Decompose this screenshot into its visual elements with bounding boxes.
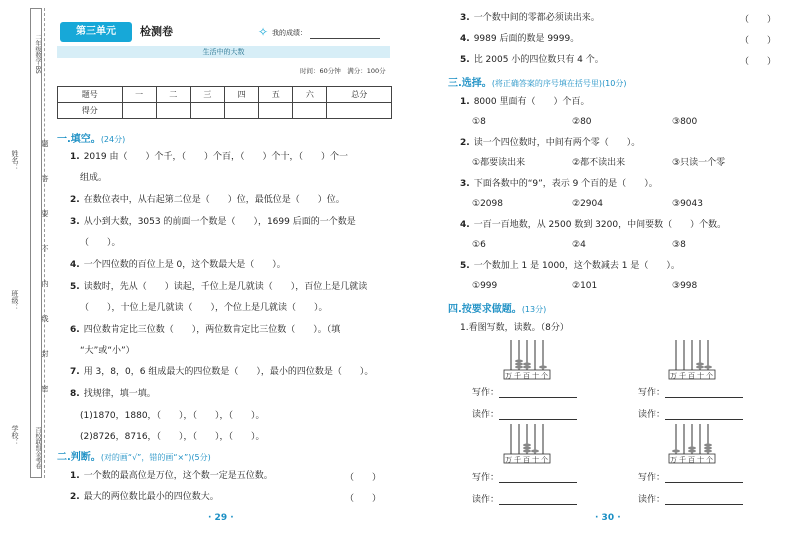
score-header: 二	[156, 87, 190, 103]
fill-question	[70, 194, 345, 206]
q-num: 2.	[460, 138, 470, 148]
q-text: 一个数加上 1 是 1000，这个数减去 1 是（ ）。	[473, 261, 680, 271]
score-cell[interactable]	[156, 103, 190, 119]
right-page	[400, 0, 800, 535]
abacus-place-labels: 万千百十个	[505, 372, 550, 380]
fill-question	[70, 151, 348, 163]
choice-option[interactable]: ①都要读出来	[472, 158, 526, 168]
q-num: 5.	[460, 55, 470, 65]
judge-question	[460, 33, 579, 45]
seal-char: 封	[41, 350, 49, 357]
q-num: 8.	[70, 389, 80, 399]
fill-question-cont	[80, 410, 265, 422]
read-answer-line[interactable]	[499, 410, 577, 420]
q-num: 2.	[70, 492, 80, 502]
section-2-title: 二.判断。	[57, 452, 101, 463]
score-header: 六	[293, 87, 327, 103]
score-header: 总分	[327, 87, 392, 103]
q-num: 5.	[460, 261, 470, 271]
fill-question-cont	[80, 431, 265, 443]
choice-option[interactable]: ②都不读出来	[572, 158, 626, 168]
choice-option[interactable]: ②101	[572, 281, 598, 291]
write-answer-line[interactable]	[665, 388, 743, 398]
seal-char: 要	[41, 210, 49, 217]
q-text: 下面各数中的“9”，表示 9 个百的是（ ）。	[473, 179, 658, 189]
write-answer-line[interactable]	[499, 388, 577, 398]
fill-question	[70, 281, 367, 293]
fill-question	[70, 259, 286, 271]
choice-option[interactable]: ①999	[472, 281, 498, 291]
q-text: 2019 由（ ）个千，（ ）个百，（ ）个十，（ ）个一	[83, 152, 348, 162]
write-label: 写作：	[638, 388, 666, 398]
score-cell[interactable]	[190, 103, 224, 119]
section-3-heading	[448, 74, 626, 89]
page-number-left: · 29 ·	[208, 513, 234, 523]
score-header: 四	[224, 87, 258, 103]
read-label: 读作：	[638, 410, 666, 420]
time-info: 时间：60分钟 满分：100分	[300, 67, 386, 75]
judge-question	[460, 12, 600, 24]
read-row	[472, 407, 577, 420]
q-text: 四位数肯定比三位数（ ），两位数肯定比三位数（ ）。（填	[83, 325, 341, 335]
answer-paren[interactable]: （ ）	[740, 15, 777, 25]
q-num: 4.	[460, 220, 470, 230]
fill-question	[70, 324, 340, 336]
choice-question	[460, 137, 640, 149]
read-answer-line[interactable]	[665, 410, 743, 420]
score-cell[interactable]	[259, 103, 293, 119]
choice-question	[460, 260, 680, 272]
choice-option[interactable]: ②2904	[572, 199, 603, 209]
write-row	[472, 470, 577, 483]
section-1-heading	[57, 130, 125, 145]
read-label: 读作：	[638, 495, 666, 505]
answer-paren[interactable]: （ ）	[740, 36, 777, 46]
score-cell[interactable]	[293, 103, 327, 119]
q-num: 4.	[70, 260, 80, 270]
section-4-title: 四.按要求做题。	[448, 304, 522, 315]
q-num: 3.	[70, 217, 80, 227]
section-2-points: (5分)	[191, 453, 211, 462]
abacus-place-labels: 万千百十个	[670, 456, 715, 464]
q-text: 一个数中间的零都必须读出来。	[473, 13, 600, 23]
judge-question	[70, 491, 219, 503]
section-2-heading	[57, 448, 211, 463]
write-label: 写作：	[472, 388, 500, 398]
choice-option[interactable]: ①6	[472, 240, 486, 250]
judge-question	[460, 54, 604, 66]
q-num: 1.	[70, 471, 80, 481]
answer-paren[interactable]: （ ）	[740, 57, 777, 67]
q-text: 找规律，填一填。	[83, 389, 156, 399]
seal-char: 密	[41, 385, 49, 392]
choice-option[interactable]: ①2098	[472, 199, 503, 209]
q-text: 在数位表中，从右起第二位是（ ）位，最低位是（ ）位。	[83, 195, 345, 205]
seal-char: 题	[41, 140, 49, 147]
read-label: 读作：	[472, 495, 500, 505]
q4-1-text: 1.看图写数，读数。（8分）	[460, 323, 569, 333]
abacus-place-labels: 万千百十个	[670, 372, 715, 380]
score-label: 我的成绩：	[272, 29, 307, 37]
section-1-points: (24分)	[100, 135, 126, 144]
seal-char: 答	[41, 175, 49, 182]
q-text: 组成。	[80, 173, 108, 183]
q-num: 4.	[460, 34, 470, 44]
q-text: 读数时，先从（ ）读起，千位上是几就读（ ），百位上是几就读	[83, 282, 368, 292]
read-answer-line[interactable]	[665, 495, 743, 505]
school-label: 学校：	[11, 425, 19, 446]
q-text: 从小到大数，3053 的前面一个数是（ ），1699 后面的一个数是	[83, 217, 356, 227]
q-num: 1.	[460, 97, 470, 107]
choice-option[interactable]: ②80	[572, 117, 592, 127]
score-table	[57, 86, 392, 119]
choice-option[interactable]: ③9043	[672, 199, 703, 209]
section-3-points: (10分)	[602, 79, 627, 88]
judge-question	[70, 470, 273, 482]
score-line[interactable]	[310, 38, 380, 39]
choice-option[interactable]: ①8	[472, 117, 486, 127]
score-row-label: 得分	[58, 103, 123, 119]
fill-question-cont	[80, 302, 328, 314]
read-row	[472, 492, 577, 505]
q-num: 5.	[70, 282, 80, 292]
score-cell[interactable]	[224, 103, 258, 119]
q-num: 1.	[70, 152, 80, 162]
section-4-heading	[448, 300, 546, 315]
section-3-hint: (将正确答案的序号填在括号里)	[491, 79, 603, 88]
binding-dash-line	[44, 8, 45, 478]
write-label: 写作：	[638, 473, 666, 483]
choice-option[interactable]: ③800	[672, 117, 698, 127]
answer-paren[interactable]: （ ）	[345, 494, 382, 504]
q-text: (2)8726，8716，（ ），（ ），（ ）。	[80, 432, 265, 442]
q-text: 用 3，8，0，6 组成最大的四位数是（ ），最小的四位数是（ ）。	[83, 367, 374, 377]
section-4-points: (13分)	[521, 305, 547, 314]
q-num: 7.	[70, 367, 80, 377]
class-label: 班级：	[11, 290, 19, 311]
q-text: （ ）。	[80, 238, 121, 248]
fill-question-cont	[80, 172, 107, 184]
write-row	[638, 470, 743, 483]
choice-option[interactable]: ③8	[672, 240, 686, 250]
q-num: 2.	[70, 195, 80, 205]
section-2-hint: (对的画“√”，错的画“×”)	[100, 453, 192, 462]
write-label: 写作：	[472, 473, 500, 483]
q-text: 一个四位数的百位上是 0，这个数最大是（ ）。	[83, 260, 286, 270]
seal-char: 不	[41, 245, 49, 252]
star-icon: ✧	[258, 25, 269, 39]
seal-char: 线	[41, 315, 49, 322]
name-label: 姓名：	[11, 150, 19, 171]
grade-label: 二年级数学·BS	[34, 34, 41, 74]
choice-question	[460, 219, 726, 231]
unit-banner: 第三单元	[60, 22, 132, 42]
abacus-place-labels: 万千百十个	[505, 456, 550, 464]
score-header: 五	[259, 87, 293, 103]
write-answer-line[interactable]	[665, 473, 743, 483]
q-text: (1)1870，1880，（ ），（ ），（ ）。	[80, 411, 265, 421]
read-label: 读作：	[472, 410, 500, 420]
score-header: 题号	[58, 87, 123, 103]
q-text: 一百一百地数，从 2500 数到 3200，中间要数（ ）个数。	[473, 220, 727, 230]
section-1-title: 一.填空。	[57, 134, 101, 145]
seal-char: 内	[41, 280, 49, 287]
fill-question	[70, 388, 156, 400]
choice-option[interactable]: ②4	[572, 240, 586, 250]
read-row	[638, 407, 743, 420]
answer-paren[interactable]: （ ）	[345, 473, 382, 483]
q-text: 8000 里面有（ ）个百。	[473, 97, 590, 107]
fill-question-cont	[80, 345, 135, 357]
score-cell[interactable]	[327, 103, 392, 119]
fill-question	[70, 216, 356, 228]
q-text: “大”或“小”）	[80, 346, 135, 356]
score-cell[interactable]	[122, 103, 156, 119]
q-num: 3.	[460, 179, 470, 189]
write-answer-line[interactable]	[499, 473, 577, 483]
write-row	[472, 385, 577, 398]
choice-option[interactable]: ③998	[672, 281, 698, 291]
q-num: 3.	[460, 13, 470, 23]
unit-title: 生活中的大数	[57, 46, 390, 58]
q-text: 最大的两位数比最小的四位数大。	[83, 492, 219, 502]
page-title: 检测卷	[140, 25, 173, 38]
choice-question	[460, 178, 658, 190]
q-text: 读一个四位数时，中间有两个零（ ）。	[473, 138, 641, 148]
q-text: 比 2005 小的四位数只有 4 个。	[473, 55, 604, 65]
score-header: 一	[122, 87, 156, 103]
read-answer-line[interactable]	[499, 495, 577, 505]
q-text: 一个数的最高位是万位，这个数一定是五位数。	[83, 471, 273, 481]
q-num: 6.	[70, 325, 80, 335]
read-row	[638, 492, 743, 505]
choice-question	[460, 96, 589, 108]
fill-question-cont	[80, 237, 121, 249]
section-3-title: 三.选择。	[448, 78, 492, 89]
q-text: 9989 后面的数是 9999。	[473, 34, 580, 44]
score-header: 三	[190, 87, 224, 103]
choice-option[interactable]: ③只读一个零	[672, 158, 726, 168]
q-text: （ ），十位上是几就读（ ），个位上是几就读（ ）。	[80, 303, 328, 313]
fill-question	[70, 366, 373, 378]
write-row	[638, 385, 743, 398]
binding-bottom-text: 百校联盟金考卷	[34, 426, 41, 469]
page-number-right: · 30 ·	[595, 513, 621, 523]
